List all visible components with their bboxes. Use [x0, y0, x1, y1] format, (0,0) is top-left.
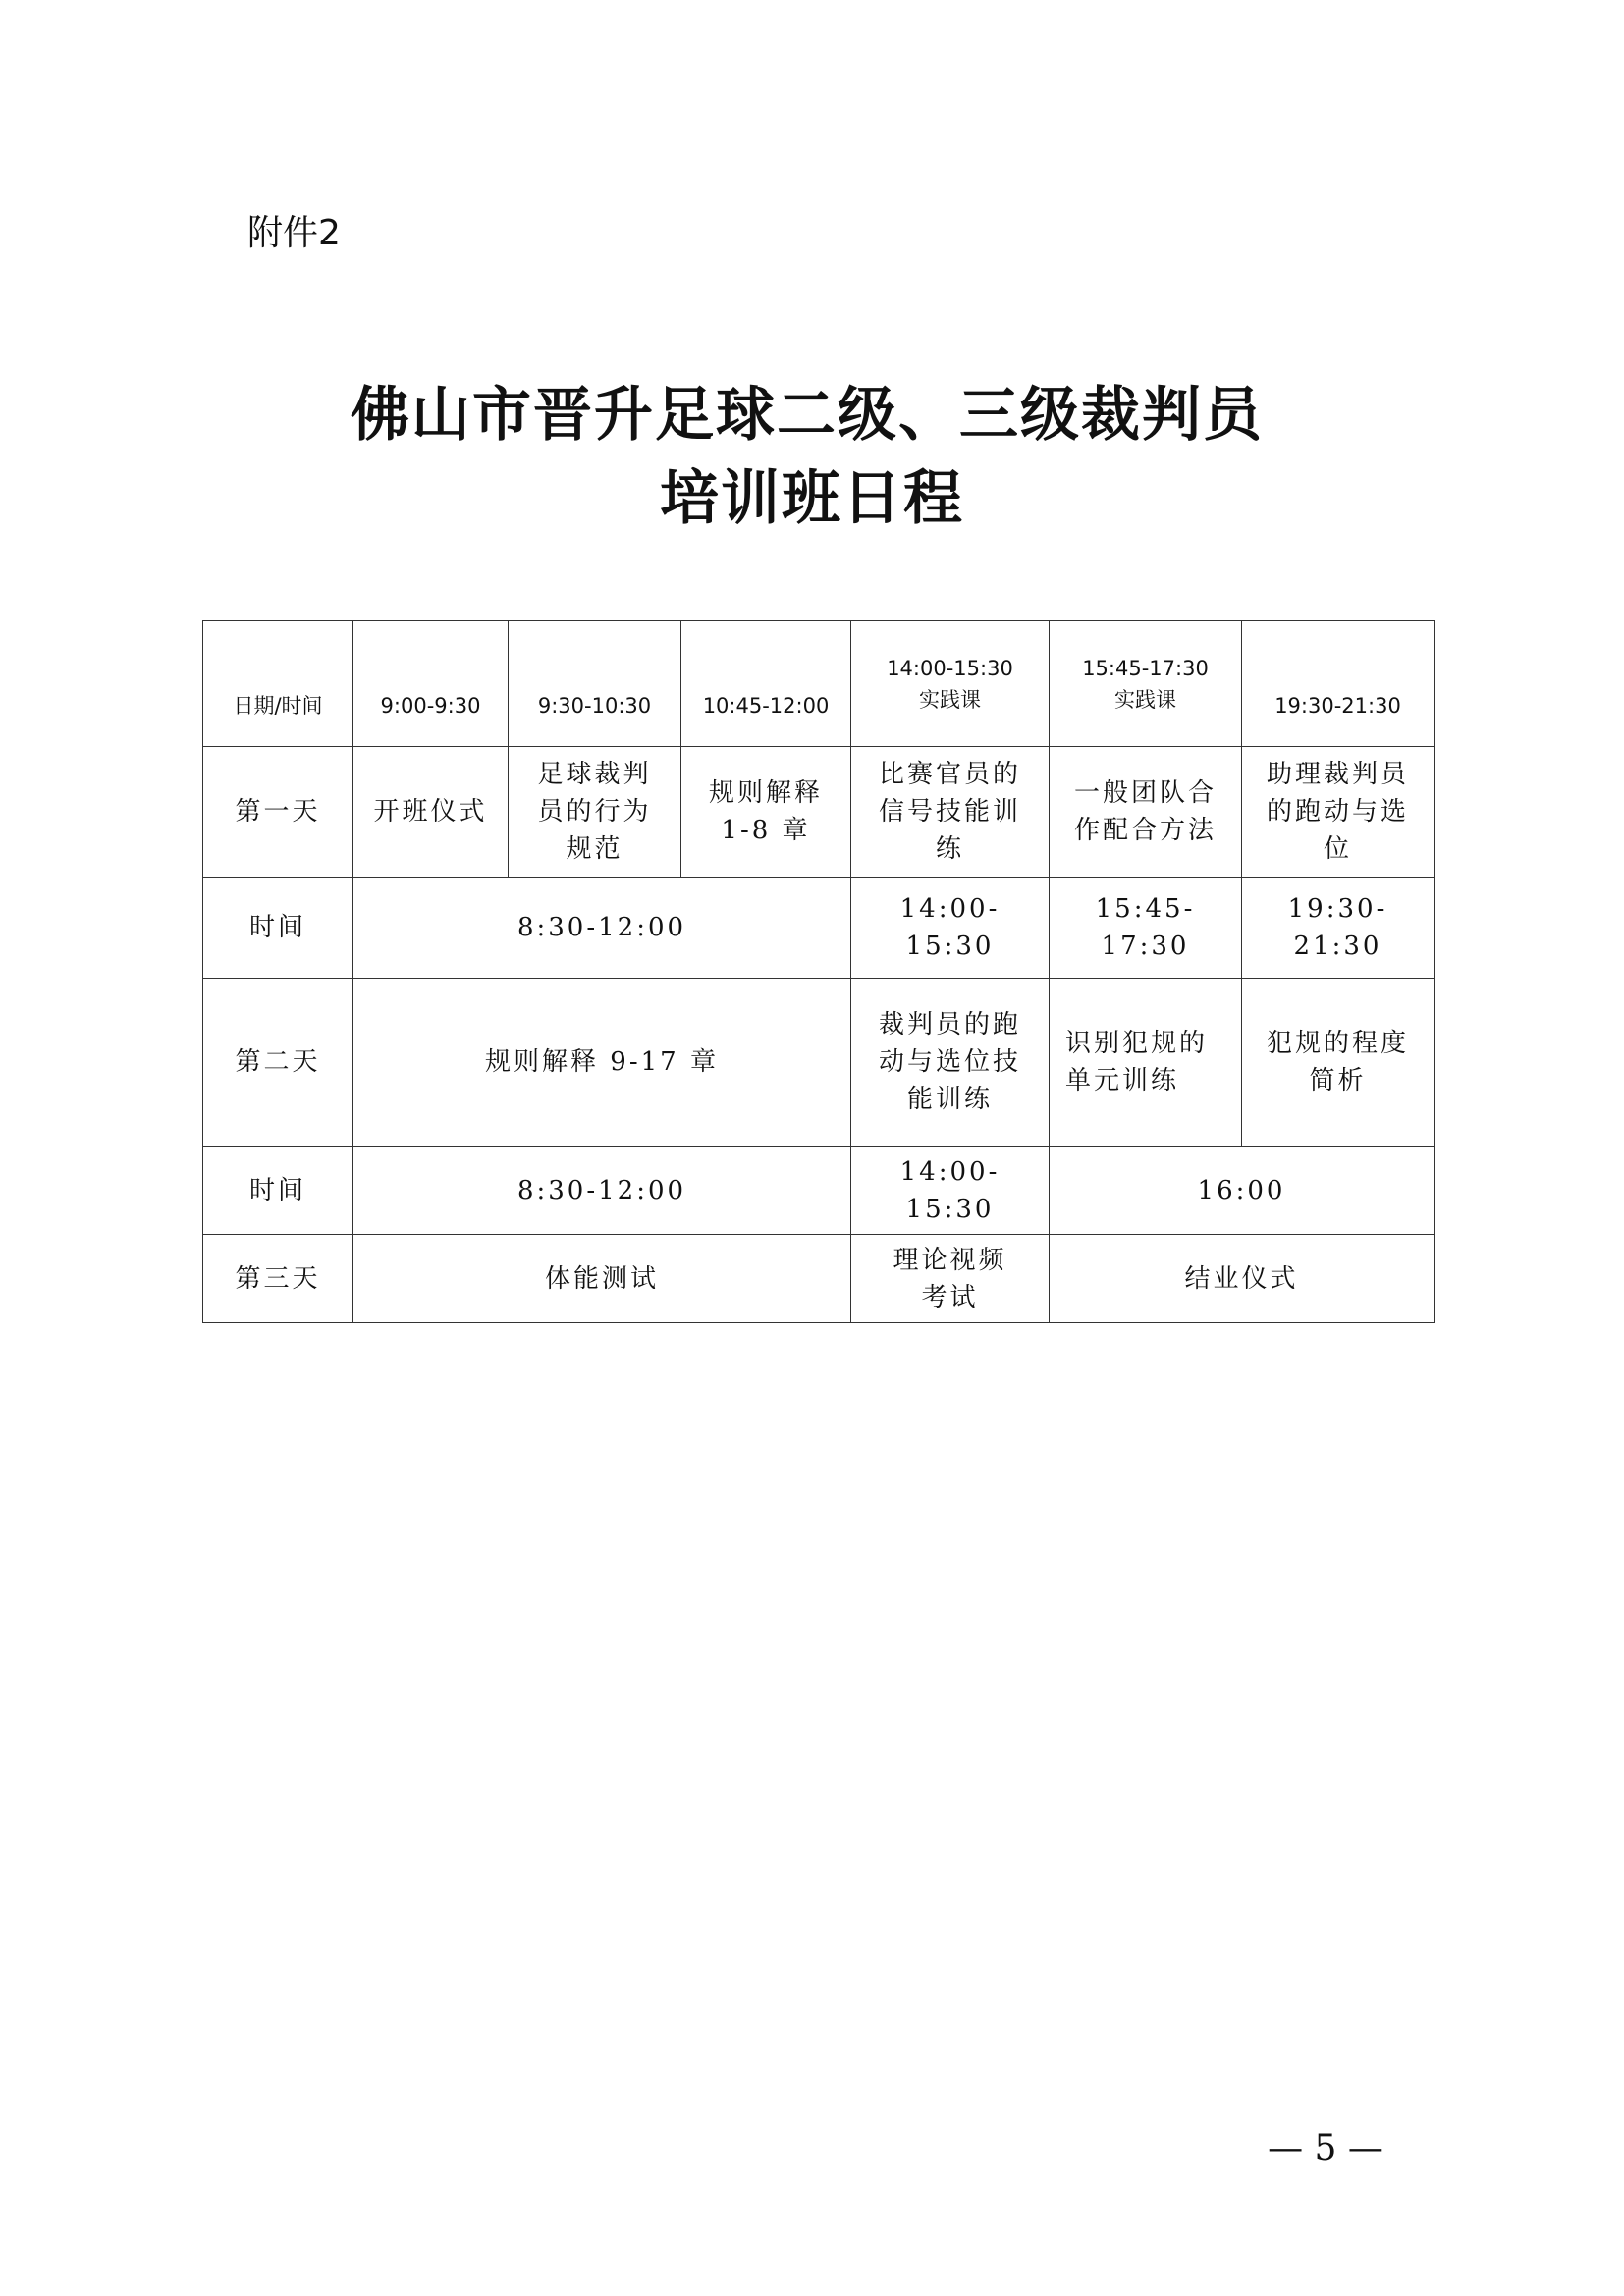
- day2-positioning-line1: 裁判员的跑: [878, 1010, 1021, 1040]
- day2-foul-severity-line1: 犯规的程度: [1266, 1029, 1409, 1058]
- day3-theory-exam-line2: 考试: [921, 1282, 979, 1312]
- header-date-time: 日期/时间: [203, 621, 353, 747]
- day1-laws: [681, 747, 851, 878]
- time2-morning: 8:30-12:00: [353, 1147, 851, 1235]
- day3-fitness-test: 体能测试: [353, 1235, 851, 1323]
- day2-foul-severity-line2: 简析: [1309, 1066, 1367, 1095]
- header-slot6: 19:30-21:30: [1242, 621, 1435, 747]
- day2-label: 第二天: [203, 979, 353, 1147]
- time1-evening: 19:30-21:30: [1242, 878, 1435, 979]
- table-row-day3: [203, 1235, 1435, 1323]
- day2-foul-severity: [1242, 979, 1435, 1147]
- day1-assistant-line2: 的跑动与选: [1266, 797, 1409, 827]
- header-slot5-note: 实践课: [1114, 687, 1176, 712]
- header-slot4: [851, 621, 1050, 747]
- day1-signals-line1: 比赛官员的: [878, 760, 1021, 789]
- day3-label: 第三天: [203, 1235, 353, 1323]
- day2-positioning-line2: 动与选位技: [878, 1047, 1021, 1077]
- attachment-label: 附件2: [247, 213, 341, 253]
- day1-teamwork-line1: 一般团队合: [1073, 778, 1217, 808]
- day1-signals-line3: 练: [935, 834, 964, 864]
- time1-afternoon1: 14:00-15:30: [851, 878, 1050, 979]
- day1-assistant-line3: 位: [1323, 834, 1352, 864]
- day1-laws-line1: 规则解释: [708, 778, 823, 808]
- day1-label: 第一天: [203, 747, 353, 878]
- page-title-line1: 佛山市晋升足球二级、三级裁判员: [351, 381, 1264, 450]
- header-slot3: 10:45-12:00: [681, 621, 851, 747]
- schedule-table: [202, 620, 1435, 1323]
- time2-later: 16:00: [1050, 1147, 1435, 1235]
- day2-positioning: [851, 979, 1050, 1147]
- table-header-row: [203, 621, 1435, 747]
- day1-signals: [851, 747, 1050, 878]
- day3-theory-exam-line1: 理论视频: [893, 1245, 1007, 1275]
- time2-label: 时间: [203, 1147, 353, 1235]
- table-row-day1: [203, 747, 1435, 878]
- day1-teamwork-line2: 作配合方法: [1073, 816, 1217, 845]
- header-slot5-time: 15:45-17:30: [1082, 656, 1209, 680]
- time2-afternoon: 14:00-15:30: [851, 1147, 1050, 1235]
- day2-positioning-line3: 能训练: [906, 1085, 993, 1114]
- day2-laws: 规则解释 9-17 章: [353, 979, 851, 1147]
- day1-laws-line2: 1-8 章: [721, 816, 811, 845]
- day1-assistant-line1: 助理裁判员: [1266, 760, 1409, 789]
- time1-morning: 8:30-12:00: [353, 878, 851, 979]
- day1-conduct: [509, 747, 681, 878]
- day1-teamwork: [1050, 747, 1242, 878]
- day3-theory-exam: [851, 1235, 1050, 1323]
- header-slot1: 9:00-9:30: [353, 621, 509, 747]
- header-slot4-time: 14:00-15:30: [887, 656, 1013, 680]
- table-row-time2: [203, 1147, 1435, 1235]
- day1-conduct-line3: 规范: [566, 834, 623, 864]
- page-title-line2: 培训班日程: [660, 464, 964, 533]
- header-slot5: [1050, 621, 1242, 747]
- page-number: — 5 —: [1268, 2128, 1383, 2168]
- header-slot2: 9:30-10:30: [509, 621, 681, 747]
- day1-conduct-line2: 员的行为: [537, 797, 652, 827]
- day1-conduct-line1: 足球裁判: [537, 760, 652, 789]
- day2-fouls-unit-line2: 单元训练: [1065, 1066, 1180, 1095]
- day2-fouls-unit-line1: 识别犯规的: [1065, 1029, 1209, 1058]
- table-row-day2: [203, 979, 1435, 1147]
- header-slot4-note: 实践课: [919, 687, 981, 712]
- day1-assistant: [1242, 747, 1435, 878]
- time1-label: 时间: [203, 878, 353, 979]
- day1-signals-line2: 信号技能训: [878, 797, 1021, 827]
- table-row-time1: [203, 878, 1435, 979]
- time1-afternoon2: 15:45-17:30: [1050, 878, 1242, 979]
- day3-closing: 结业仪式: [1050, 1235, 1435, 1323]
- day1-opening: 开班仪式: [353, 747, 509, 878]
- day2-fouls-unit: [1050, 979, 1242, 1147]
